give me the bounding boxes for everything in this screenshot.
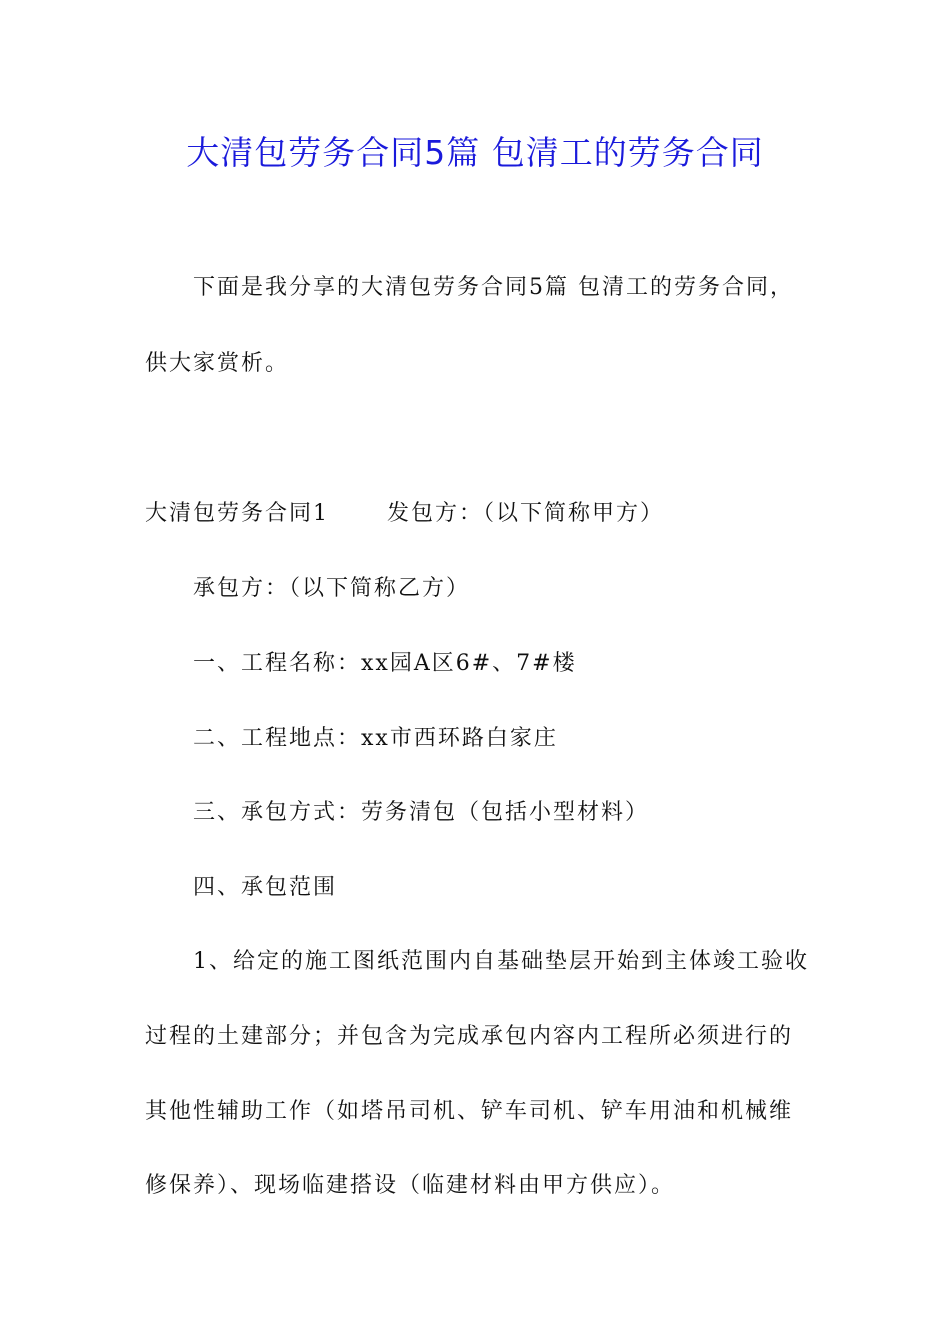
- project-name-item: 一、工程名称：xx园A区6#、7#楼: [193, 651, 577, 676]
- project-location-item: 二、工程地点：xx市西环路白家庄: [193, 726, 558, 751]
- scope-clause-line-1: 1、给定的施工图纸范围内自基础垫层开始到主体竣工验收: [193, 949, 809, 974]
- scope-clause-line-3: 其他性辅助工作（如塔吊司机、铲车司机、铲车用油和机械维: [145, 1099, 794, 1124]
- party-a-line: 发包方：（以下简称甲方）: [387, 501, 665, 526]
- intro-paragraph-line-1: 下面是我分享的大清包劳务合同5篇 包清工的劳务合同，: [193, 275, 794, 300]
- document-title: 大清包劳务合同5篇 包清工的劳务合同: [186, 133, 764, 172]
- party-b-line: 承包方：（以下简称乙方）: [193, 576, 471, 601]
- contract-heading: 大清包劳务合同1: [145, 501, 329, 526]
- contract-scope-heading: 四、承包范围: [193, 875, 338, 900]
- scope-clause-line-4: 修保养）、现场临建搭设（临建材料由甲方供应）。: [145, 1173, 676, 1198]
- intro-paragraph-line-2: 供大家赏析。: [145, 351, 290, 376]
- contract-method-item: 三、承包方式：劳务清包（包括小型材料）: [193, 800, 650, 825]
- scope-clause-line-2: 过程的土建部分；并包含为完成承包内容内工程所必须进行的: [145, 1024, 794, 1049]
- contract-heading-line: [145, 496, 815, 527]
